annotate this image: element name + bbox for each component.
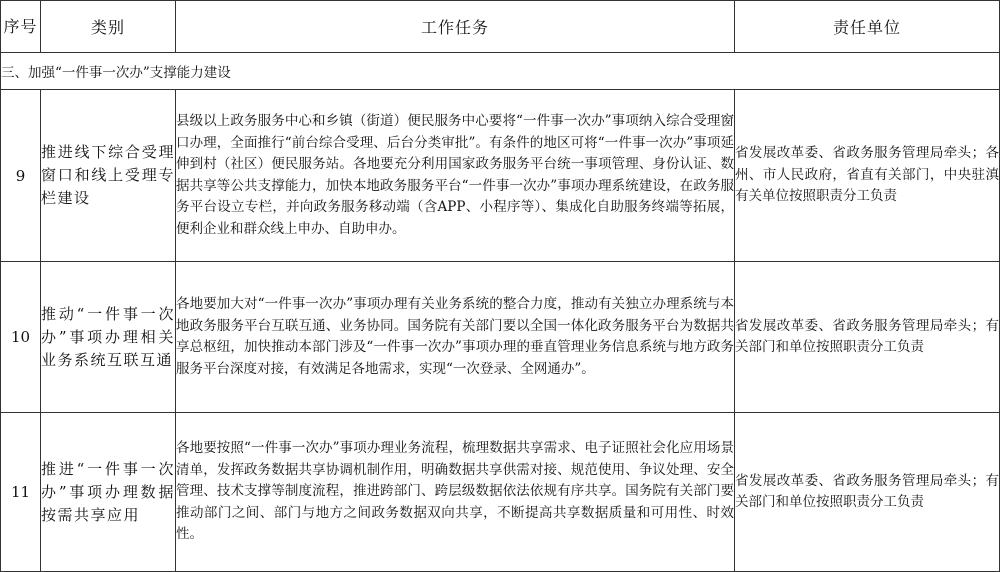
row-number: 11 bbox=[1, 413, 41, 572]
table-header-row bbox=[1, 1, 1000, 53]
row-number: 10 bbox=[1, 262, 41, 413]
header-responsible: 责任单位 bbox=[735, 1, 1000, 53]
table-row bbox=[1, 262, 1000, 413]
row-responsible: 省发展改革委、省政务服务管理局牵头；有关部门和单位按照职责分工负责 bbox=[735, 262, 1000, 413]
table-row bbox=[1, 413, 1000, 572]
row-category: 推动“一件事一次办”事项办理相关业务系统互联互通 bbox=[41, 262, 176, 413]
header-task: 工作任务 bbox=[176, 1, 735, 53]
section-row bbox=[1, 53, 1000, 90]
table-row bbox=[1, 90, 1000, 262]
row-responsible: 省发展改革委、省政务服务管理局牵头；有关部门和单位按照职责分工负责 bbox=[735, 413, 1000, 572]
section-title: 三、加强“一件事一次办”支撑能力建设 bbox=[1, 53, 1000, 90]
header-category: 类别 bbox=[41, 1, 176, 53]
row-task: 县级以上政务服务中心和乡镇（街道）便民服务中心要将“一件事一次办”事项纳入综合受理窗口办理，全面推行“前台综合受理、后台分类审批”。有条件的地区可将“一件事一次办”事项延伸到村（社区）便民服务站。各地要充分利用国家政务服务平台统一事项管理、身份认证、数据共享等公共支撑能力，加快本地政务服务平台“一件事一次办”事项办理系统建设，在政务服务平台设立专栏，并向政务服务移动端（含APP、小程序等）、集成化自助服务终端等拓展，便利企业和群众线上申办、自助申办。 bbox=[176, 90, 735, 262]
header-no: 序号 bbox=[1, 1, 41, 53]
row-responsible: 省发展改革委、省政务服务管理局牵头；各州、市人民政府，省直有关部门，中央驻滇有关单位按照职责分工负责 bbox=[735, 90, 1000, 262]
row-number: 9 bbox=[1, 90, 41, 262]
row-task: 各地要加大对“一件事一次办”事项办理有关业务系统的整合力度，推动有关独立办理系统与本地政务服务平台互联互通、业务协同。国务院有关部门要以全国一体化政务服务平台为数据共享总枢纽，加快推动本部门涉及“一件事一次办”事项办理的垂直管理业务信息系统与地方政务服务平台深度对接，有效满足各地需求，实现“一次登录、全网通办”。 bbox=[176, 262, 735, 413]
row-task: 各地要按照“一件事一次办”事项办理业务流程，梳理数据共享需求、电子证照社会化应用场景清单，发挥政务数据共享协调机制作用，明确数据共享供需对接、规范使用、争议处理、安全管理、技术支撑等制度流程，推进跨部门、跨层级数据依法依规有序共享。国务院有关部门要推动部门之间、部门与地方之间政务数据双向共享，不断提高共享数据质量和可用性、时效性。 bbox=[176, 413, 735, 572]
row-category: 推进线下综合受理窗口和线上受理专栏建设 bbox=[41, 90, 176, 262]
row-category: 推进“一件事一次办”事项办理数据按需共享应用 bbox=[41, 413, 176, 572]
